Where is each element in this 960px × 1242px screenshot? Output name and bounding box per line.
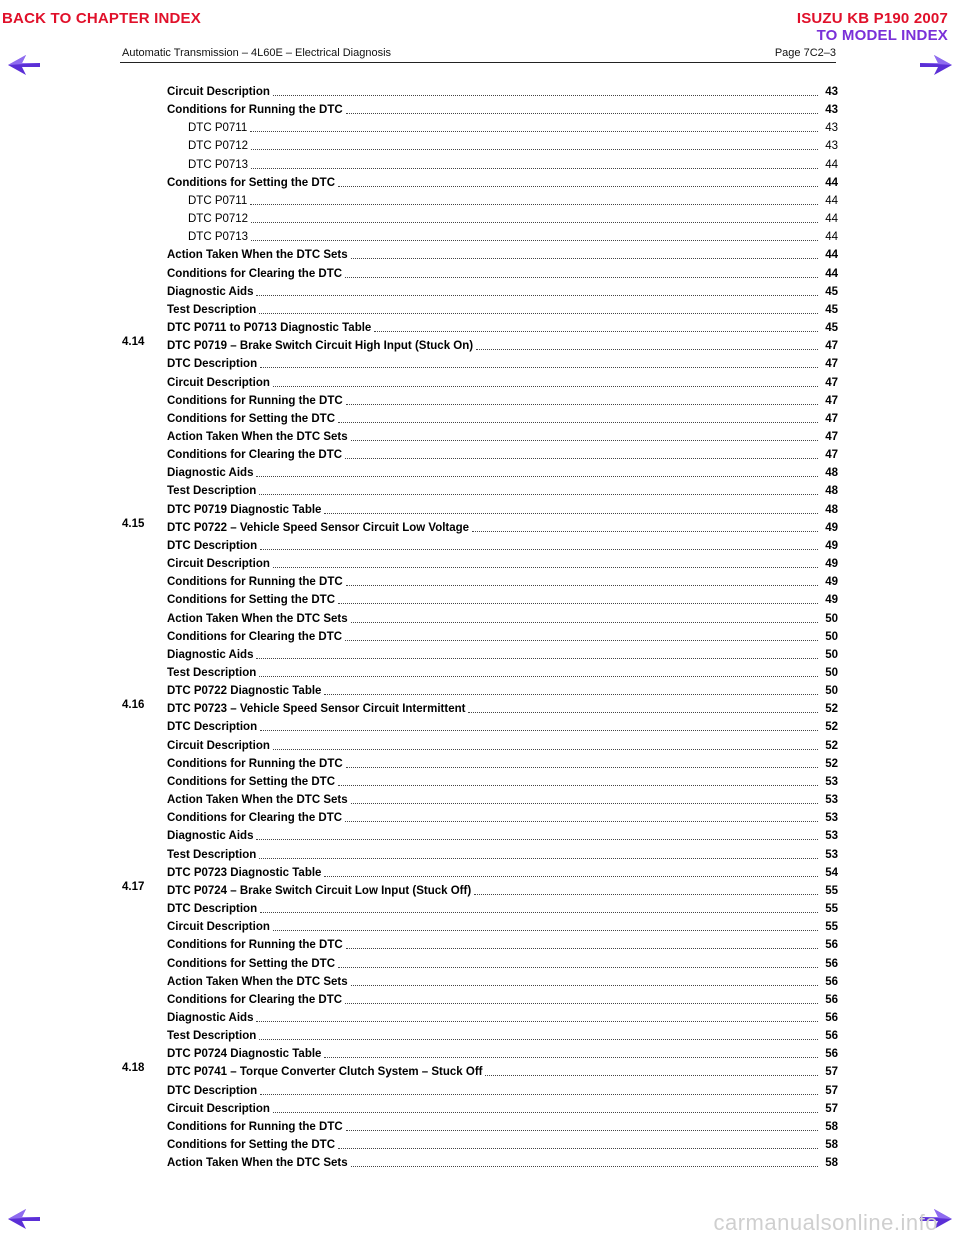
toc-entry-label[interactable]: DTC Description [167,721,258,734]
dot-leader [251,137,818,150]
dot-leader [485,1063,818,1076]
toc-entry-label[interactable]: DTC P0711 [188,122,248,135]
toc-page-number[interactable]: 55 [825,903,838,916]
toc-entry[interactable] [120,354,838,372]
dot-leader [346,1118,818,1131]
toc-entry[interactable] [120,227,838,245]
toc-entry[interactable] [120,100,838,118]
toc-page-number[interactable]: 53 [825,794,838,807]
dot-leader [273,737,818,750]
toc-page-number[interactable]: 48 [825,467,838,480]
toc-entry-label[interactable]: Conditions for Running the DTC [167,939,343,952]
toc-entry[interactable] [120,881,838,899]
toc-entry-label[interactable]: DTC P0719 – Brake Switch Circuit High Input (Stuck On) [167,340,474,353]
toc-page-number[interactable]: 45 [825,303,838,316]
toc-page-number[interactable]: 53 [825,812,838,825]
toc-entry[interactable] [120,391,838,409]
toc-entry[interactable] [120,481,838,499]
toc-entry-label[interactable]: DTC Description [167,1084,258,1097]
toc-page-number[interactable]: 52 [825,721,838,734]
toc-entry[interactable] [120,155,838,173]
toc-page-number[interactable]: 47 [825,376,838,389]
toc-entry-label[interactable]: Circuit Description [167,558,270,571]
toc-entry[interactable] [120,699,838,717]
dot-leader [345,809,818,822]
toc-entry-label[interactable]: Conditions for Clearing the DTC [167,812,343,825]
toc-entry[interactable] [120,500,838,518]
toc-entry[interactable] [120,373,838,391]
toc-entry[interactable] [120,990,838,1008]
toc-entry-label[interactable]: DTC P0741 – Torque Converter Clutch System – Stuck Off [167,1066,483,1079]
dot-leader [251,156,818,169]
toc-entry-label[interactable]: Circuit Description [167,921,270,934]
dot-leader [472,519,818,532]
toc-entry[interactable] [120,1062,838,1080]
toc-entry-label[interactable]: Conditions for Setting the DTC [167,176,336,189]
toc-page-number[interactable]: 54 [825,866,838,879]
toc-entry[interactable] [120,173,838,191]
toc-page-number[interactable]: 56 [825,939,838,952]
dot-leader [351,610,818,623]
toc-entry-label[interactable]: Action Taken When the DTC Sets [167,794,348,807]
toc-entry[interactable] [120,445,838,463]
toc-entry[interactable] [120,627,838,645]
toc-entry-label[interactable]: DTC P0722 Diagnostic Table [167,685,322,698]
toc-entry-label[interactable]: DTC P0723 Diagnostic Table [167,866,322,879]
to-model-index[interactable]: TO MODEL INDEX [816,27,948,44]
dot-leader [251,210,818,223]
toc-page-number[interactable]: 47 [825,358,838,371]
toc-section-number: 4.17 [122,880,145,893]
toc-page-number[interactable]: 56 [825,957,838,970]
dot-leader [259,846,818,859]
toc-entry-label[interactable]: Conditions for Setting the DTC [167,775,336,788]
toc-entry-label[interactable]: Diagnostic Aids [167,830,254,843]
toc-entry-label[interactable]: DTC P0719 Diagnostic Table [167,503,322,516]
toc-page-number[interactable]: 49 [825,521,838,534]
dot-leader [260,355,818,368]
toc-entry-label[interactable]: Test Description [167,1030,257,1043]
toc-page-number[interactable]: 56 [825,993,838,1006]
dot-leader [259,301,818,314]
toc-page-number[interactable]: 44 [825,267,838,280]
dot-leader [273,83,818,96]
dot-leader [256,1009,818,1022]
toc-entry[interactable] [120,736,838,754]
toc-entry[interactable] [120,336,838,354]
toc-page-number[interactable]: 44 [825,249,838,262]
dot-leader [250,192,818,205]
toc-page-number[interactable]: 43 [825,122,838,135]
table-of-contents [120,82,838,1171]
toc-entry[interactable] [120,191,838,209]
toc-entry[interactable] [120,645,838,663]
toc-entry-label[interactable]: DTC P0712 [188,140,249,153]
toc-entry[interactable] [120,1008,838,1026]
toc-page-number[interactable]: 50 [825,685,838,698]
toc-page-number[interactable]: 45 [825,322,838,335]
dot-leader [273,918,818,931]
toc-page-number[interactable]: 52 [825,757,838,770]
toc-entry-label[interactable]: DTC P0723 – Vehicle Speed Sensor Circuit Intermittent [167,703,466,716]
toc-entry-label[interactable]: DTC Description [167,539,258,552]
toc-entry[interactable] [120,518,838,536]
toc-page-number[interactable]: 53 [825,775,838,788]
toc-entry-label[interactable]: Conditions for Setting the DTC [167,594,336,607]
toc-entry[interactable] [120,409,838,427]
toc-page-number[interactable]: 50 [825,667,838,679]
toc-section-number: 4.18 [122,1062,145,1075]
toc-page-number[interactable]: 47 [825,430,838,443]
toc-entry[interactable] [120,118,838,136]
dot-leader [260,900,818,913]
dot-leader [476,337,818,350]
toc-entry-label[interactable]: DTC P0711 [188,194,248,207]
header-rule [120,62,836,63]
dot-leader [273,374,818,387]
dot-leader [260,537,818,550]
toc-entry[interactable] [120,954,838,972]
toc-entry-label[interactable]: Action Taken When the DTC Sets [167,1157,348,1170]
toc-entry[interactable] [120,935,838,953]
toc-page-number[interactable]: 49 [825,576,838,589]
dot-leader [324,1045,818,1058]
toc-page-number[interactable]: 44 [825,176,838,189]
toc-page-number[interactable]: 53 [825,848,838,861]
toc-entry[interactable] [120,717,838,735]
dot-leader [346,573,818,586]
dot-leader [260,1082,818,1095]
toc-entry-label[interactable]: Diagnostic Aids [167,648,254,661]
toc-page-number[interactable]: 57 [825,1102,838,1115]
toc-entry-label[interactable]: Test Description [167,303,257,316]
toc-page-number[interactable]: 50 [825,630,838,643]
toc-entry-label[interactable]: Circuit Description [167,376,270,389]
toc-entry-label[interactable]: Conditions for Clearing the DTC [167,267,343,280]
toc-entry-label[interactable]: DTC P0724 Diagnostic Table [167,1048,322,1061]
toc-page-number[interactable]: 58 [825,1157,838,1170]
toc-entry-label[interactable]: DTC P0713 [188,231,249,244]
watermark: carmanualsonline.info [713,1210,938,1235]
toc-page-number[interactable]: 47 [825,412,838,425]
toc-page-number[interactable]: 56 [825,975,838,988]
prev-page-arrow-icon[interactable] [6,52,42,78]
toc-entry-label[interactable]: Test Description [167,485,257,498]
prev-page-arrow-bottom-icon[interactable] [6,1206,42,1232]
dot-leader [345,991,818,1004]
toc-entry-label[interactable]: Diagnostic Aids [167,285,254,298]
dot-leader [351,1154,818,1167]
toc-entry-label[interactable]: Action Taken When the DTC Sets [167,975,348,988]
toc-entry[interactable] [120,808,838,826]
running-header-title: Automatic Transmission – 4L60E – Electrical Diagnosis [122,47,392,59]
toc-entry[interactable] [120,590,838,608]
dot-leader [259,664,818,677]
toc-page-number[interactable]: 47 [825,340,838,353]
toc-entry-label[interactable]: DTC P0711 to P0713 Diagnostic Table [167,322,372,335]
toc-section-number: 4.16 [122,699,145,712]
toc-entry[interactable] [120,136,838,154]
toc-entry[interactable] [120,754,838,772]
toc-entry-label[interactable]: Test Description [167,848,257,861]
dot-leader [273,555,818,568]
toc-entry[interactable] [120,845,838,863]
model-index-link[interactable] [797,10,948,44]
toc-entry[interactable] [120,209,838,227]
dot-leader [260,718,818,731]
dot-leader [338,773,818,786]
dot-leader [273,1100,818,1113]
toc-entry-label[interactable]: Conditions for Running the DTC [167,104,343,117]
dot-leader [351,791,818,804]
back-to-chapter-index-link[interactable]: BACK TO CHAPTER INDEX [2,10,201,27]
toc-section-number: 4.14 [122,336,145,349]
dot-leader [256,646,818,659]
toc-entry-label[interactable]: Action Taken When the DTC Sets [167,249,348,262]
toc-entry-label[interactable]: DTC P0724 – Brake Switch Circuit Low Input (Stuck Off) [167,884,472,897]
toc-page-number[interactable]: 44 [825,158,838,171]
toc-page-number[interactable]: 43 [825,86,838,98]
next-page-arrow-icon[interactable] [918,52,954,78]
dot-leader [256,464,818,477]
toc-entry[interactable] [120,1117,838,1135]
toc-page-number[interactable]: 55 [825,921,838,934]
toc-entry[interactable] [120,1099,838,1117]
toc-entry[interactable] [120,663,838,681]
toc-page-number[interactable]: 48 [825,485,838,498]
toc-page-number[interactable]: 58 [825,1120,838,1133]
toc-entry-label[interactable]: Circuit Description [167,86,270,98]
dot-leader [251,228,818,241]
toc-entry[interactable] [120,1044,838,1062]
toc-entry-label[interactable]: DTC Description [167,903,258,916]
toc-entry-label[interactable]: DTC Description [167,358,258,371]
dot-leader [338,174,818,187]
toc-entry[interactable] [120,572,838,590]
toc-page-number[interactable]: 56 [825,1048,838,1061]
toc-entry-label[interactable]: DTC P0722 – Vehicle Speed Sensor Circuit Low Voltage [167,521,470,534]
toc-page-number[interactable]: 43 [825,104,838,117]
running-header-page: Page 7C2–3 [774,47,836,59]
dot-leader [346,936,818,949]
toc-entry[interactable] [120,1153,838,1171]
toc-page-number[interactable]: 47 [825,394,838,407]
dot-leader [324,682,818,695]
toc-entry[interactable] [120,82,838,100]
toc-page-number[interactable]: 44 [825,194,838,207]
toc-entry-label[interactable]: Test Description [167,667,257,679]
toc-page-number[interactable]: 44 [825,213,838,226]
toc-page-number[interactable]: 53 [825,830,838,843]
toc-entry[interactable] [120,427,838,445]
dot-leader [346,392,818,405]
dot-leader [256,283,818,296]
toc-entry[interactable] [120,917,838,935]
dot-leader [346,101,818,114]
toc-entry-label[interactable]: Conditions for Running the DTC [167,1120,343,1133]
dot-leader [374,319,818,332]
toc-entry[interactable] [120,899,838,917]
dot-leader [468,700,818,713]
toc-entry[interactable] [120,282,838,300]
toc-entry-label[interactable]: Conditions for Setting the DTC [167,957,336,970]
toc-entry[interactable] [120,536,838,554]
dot-leader [338,410,818,423]
model-name[interactable]: ISUZU KB P190 2007 [796,10,948,27]
dot-leader [338,1136,818,1149]
toc-page-number[interactable]: 47 [825,449,838,462]
dot-leader [259,482,818,495]
toc-page-number[interactable]: 44 [825,231,838,244]
toc-entry[interactable] [120,790,838,808]
toc-entry-label[interactable]: Action Taken When the DTC Sets [167,612,348,625]
toc-entry-label[interactable]: Conditions for Clearing the DTC [167,449,343,462]
toc-page-number[interactable]: 43 [825,140,838,153]
toc-page-number[interactable]: 45 [825,285,838,298]
toc-page-number[interactable]: 49 [825,539,838,552]
toc-entry-label[interactable]: Circuit Description [167,739,270,752]
dot-leader [351,428,818,441]
toc-entry-label[interactable]: Circuit Description [167,1102,270,1115]
toc-page-number[interactable]: 57 [825,1066,838,1079]
toc-page-number[interactable]: 52 [825,703,838,716]
dot-leader [345,628,818,641]
toc-entry[interactable] [120,1135,838,1153]
toc-entry-label[interactable]: Conditions for Running the DTC [167,576,343,589]
toc-entry[interactable] [120,318,838,336]
dot-leader [338,591,818,604]
toc-entry[interactable] [120,972,838,990]
toc-entry[interactable] [120,826,838,844]
toc-page-number[interactable]: 55 [825,884,838,897]
toc-entry-label[interactable]: DTC P0712 [188,213,249,226]
toc-entry[interactable] [120,300,838,318]
toc-entry-label[interactable]: Action Taken When the DTC Sets [167,430,348,443]
toc-entry-label[interactable]: Diagnostic Aids [167,1011,254,1024]
dot-leader [324,864,818,877]
toc-page-number[interactable]: 52 [825,739,838,752]
dot-leader [338,955,818,968]
toc-section-number: 4.15 [122,517,145,530]
toc-page-number[interactable]: 50 [825,648,838,661]
dot-leader [324,501,818,514]
toc-entry-label[interactable]: Conditions for Clearing the DTC [167,630,343,643]
dot-leader [259,1027,818,1040]
toc-entry-label[interactable]: Conditions for Running the DTC [167,757,343,770]
toc-entry[interactable] [120,772,838,790]
toc-page-number[interactable]: 58 [825,1139,838,1152]
toc-entry-label[interactable]: Conditions for Setting the DTC [167,1139,336,1152]
toc-page-number[interactable]: 56 [825,1030,838,1043]
toc-entry-label[interactable]: Conditions for Running the DTC [167,394,343,407]
toc-entry[interactable] [120,863,838,881]
dot-leader [351,246,818,259]
toc-entry[interactable] [120,245,838,263]
toc-entry[interactable] [120,609,838,627]
toc-page-number[interactable]: 57 [825,1084,838,1097]
toc-page-number[interactable]: 50 [825,612,838,625]
toc-entry[interactable] [120,1026,838,1044]
toc-page-number[interactable]: 49 [825,558,838,571]
toc-entry-label[interactable]: Conditions for Setting the DTC [167,412,336,425]
toc-page-number[interactable]: 56 [825,1011,838,1024]
dot-leader [345,446,818,459]
toc-entry[interactable] [120,264,838,282]
toc-entry[interactable] [120,554,838,572]
toc-page-number[interactable]: 48 [825,503,838,516]
dot-leader [256,827,818,840]
dot-leader [474,882,818,895]
toc-entry[interactable] [120,463,838,481]
toc-entry[interactable] [120,681,838,699]
toc-entry-label[interactable]: Conditions for Clearing the DTC [167,993,343,1006]
dot-leader [250,119,818,132]
dot-leader [351,973,818,986]
dot-leader [346,755,818,768]
dot-leader [345,265,818,278]
toc-entry-label[interactable]: Diagnostic Aids [167,467,254,480]
toc-entry[interactable] [120,1081,838,1099]
toc-entry-label[interactable]: DTC P0713 [188,158,249,171]
toc-page-number[interactable]: 49 [825,594,838,607]
